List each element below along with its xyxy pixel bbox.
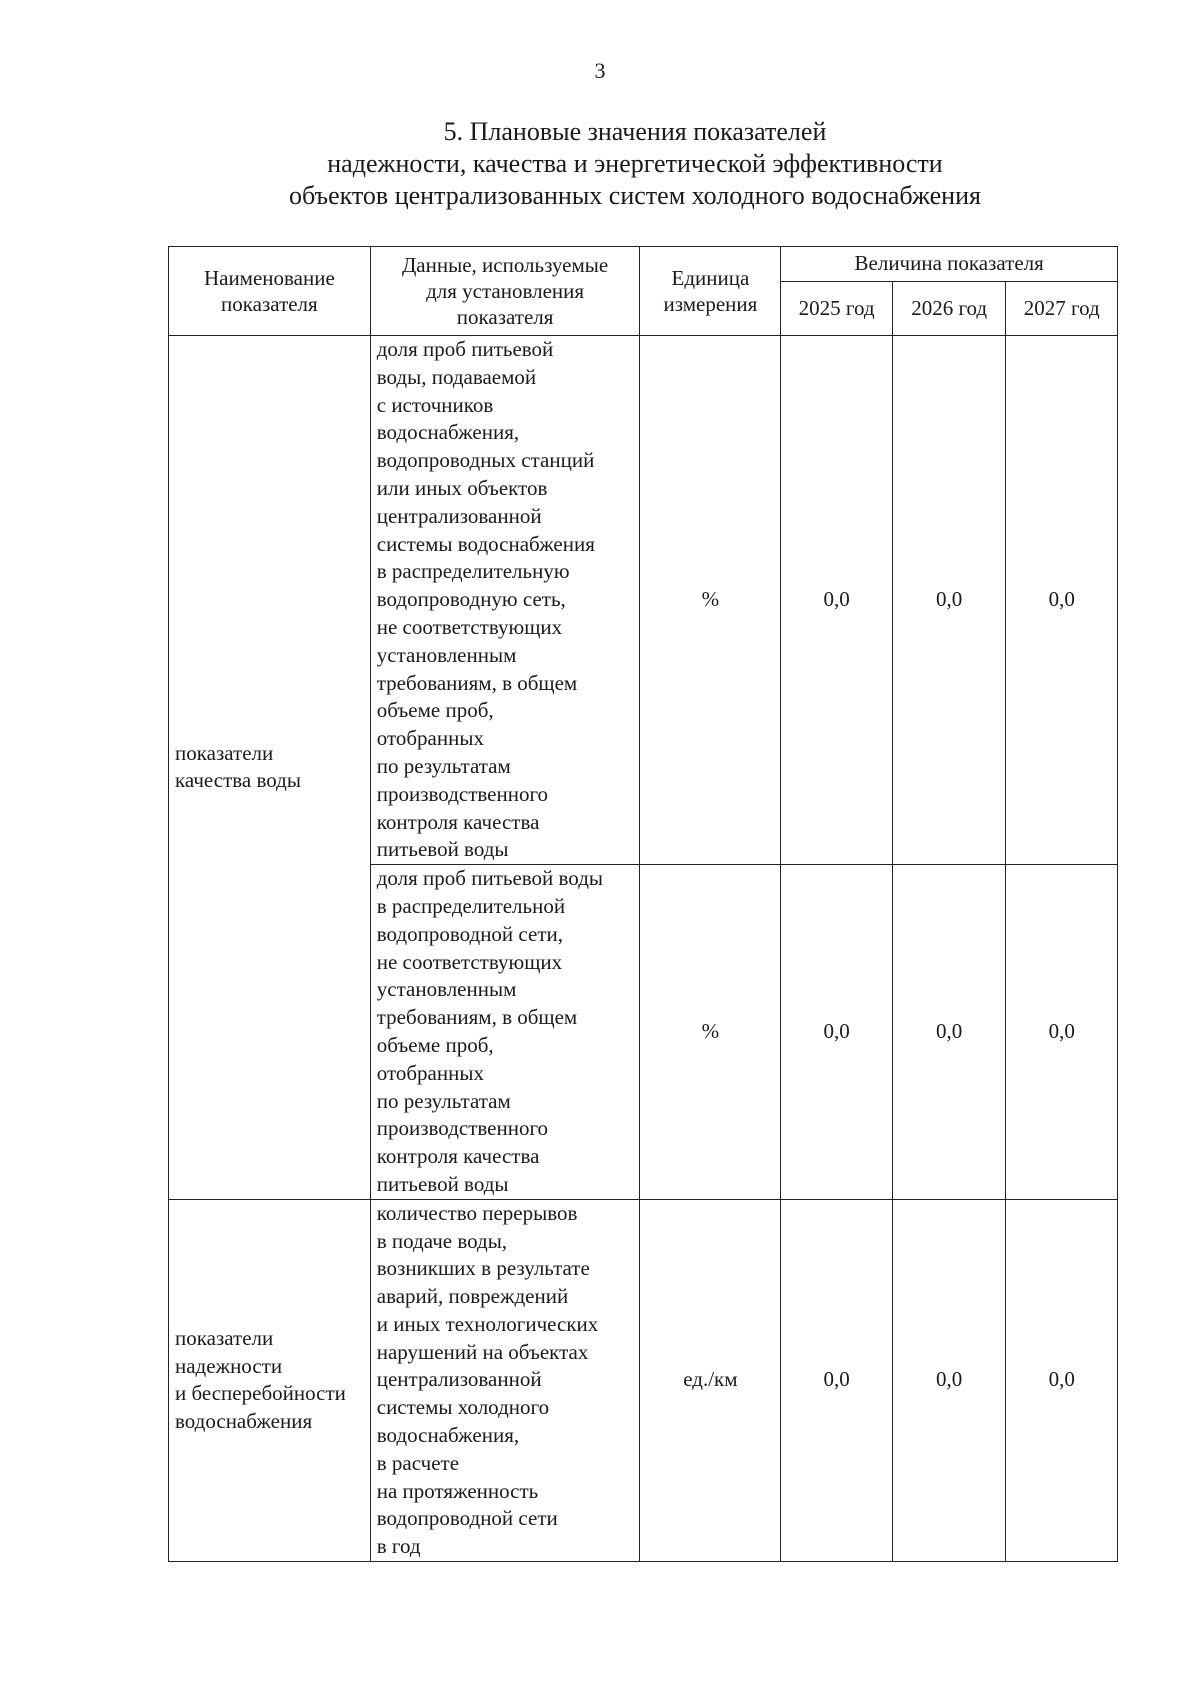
header-source-data: Данные, используемые для установления показателя — [370, 247, 640, 336]
value-2027-cell: 0,0 — [1006, 1199, 1118, 1561]
unit-cell: ед./км — [640, 1199, 781, 1561]
value-2025-cell: 0,0 — [781, 865, 893, 1200]
source-data-cell: количество перерывов в подаче воды, возникших в результате аварий, повреждений и иных технологических нарушений на объектах централизованной системы холодного водоснабжения, в расчете на протяженность водопроводной сети в год — [370, 1199, 640, 1561]
indicator-reliability: показатели надежности и бесперебойности водоснабжения — [169, 1199, 371, 1561]
page-number: 3 — [594, 58, 606, 83]
unit-cell: % — [640, 865, 781, 1200]
header-year-2026: 2026 год — [892, 282, 1006, 336]
header-year-2025: 2025 год — [781, 282, 893, 336]
header-indicator-name: Наименование показателя — [169, 247, 371, 336]
unit-cell: % — [640, 336, 781, 865]
indicators-table — [168, 246, 1118, 1562]
value-2026-cell: 0,0 — [892, 865, 1006, 1200]
source-data-cell: доля проб питьевой воды, подаваемой с источников водоснабжения, водопроводных станций или иных объектов централизованной системы водоснабжения в распределительную водопроводную сеть, не соответствующих установленным требованиям, в общем объеме проб, отобранных по результатам производственного контроля качества питьевой воды — [370, 336, 640, 865]
value-2025-cell: 0,0 — [781, 336, 893, 865]
source-data-cell: доля проб питьевой воды в распределительной водопроводной сети, не соответствующих установленным требованиям, в общем объеме проб, отобранных по результатам производственного контроля качества питьевой воды — [370, 865, 640, 1200]
section-title — [250, 116, 1020, 212]
indicator-water-quality: показатели качества воды — [169, 336, 371, 1200]
header-value: Величина показателя — [781, 247, 1118, 282]
value-2027-cell: 0,0 — [1006, 336, 1118, 865]
header-year-2027: 2027 год — [1006, 282, 1118, 336]
header-unit: Единица измерения — [640, 247, 781, 336]
value-2026-cell: 0,0 — [892, 336, 1006, 865]
table-row — [169, 336, 1118, 865]
title-line: объектов централизованных систем холодного водоснабжения — [289, 181, 981, 210]
table-row — [169, 1199, 1118, 1561]
value-2026-cell: 0,0 — [892, 1199, 1006, 1561]
title-line: надежности, качества и энергетической эффективности — [327, 149, 943, 178]
title-line: 5. Плановые значения показателей — [443, 117, 827, 146]
value-2027-cell: 0,0 — [1006, 865, 1118, 1200]
value-2025-cell: 0,0 — [781, 1199, 893, 1561]
